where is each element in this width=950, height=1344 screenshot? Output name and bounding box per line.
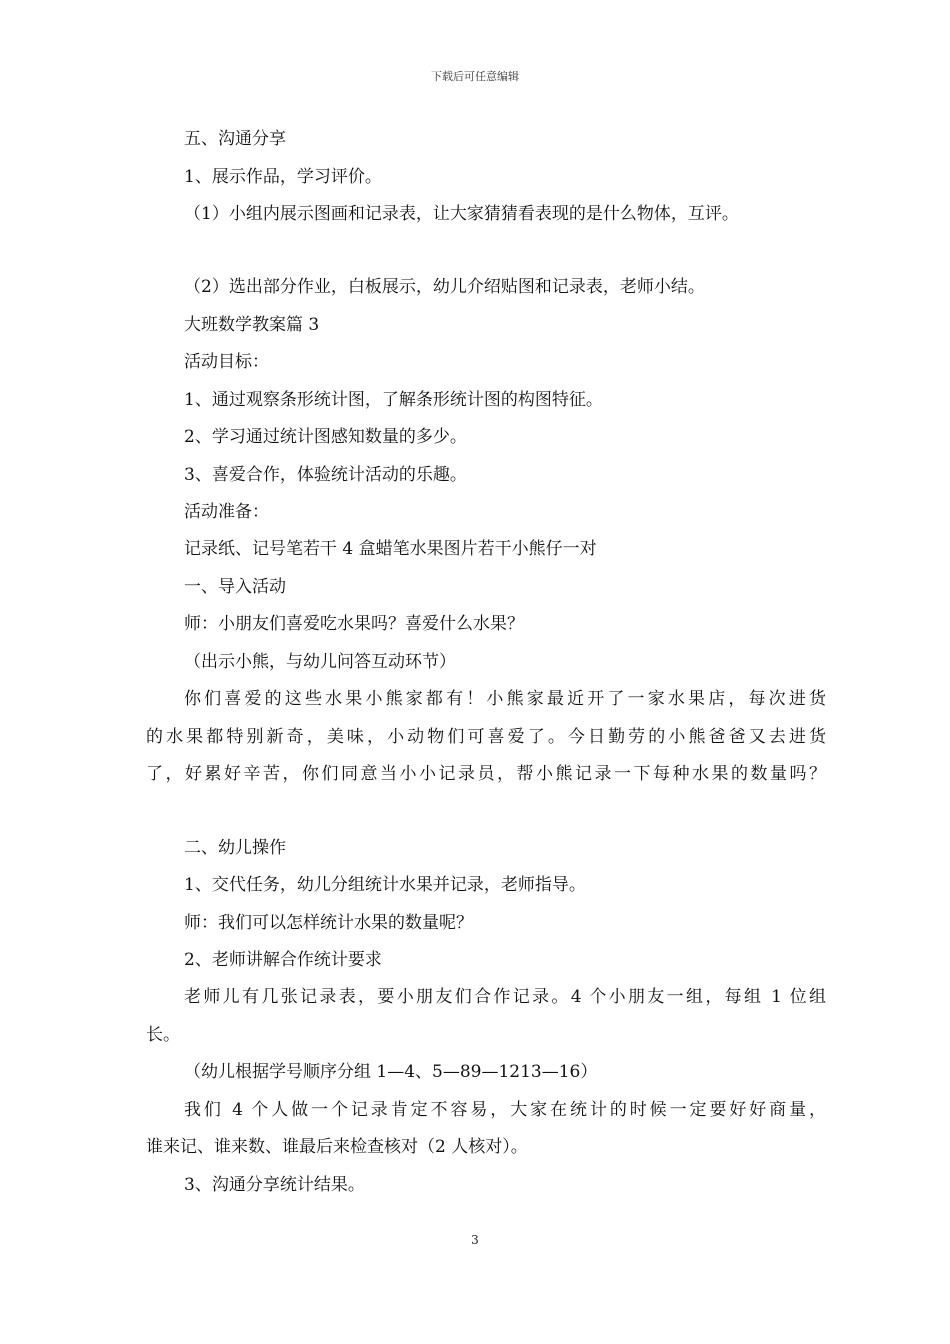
paragraph-line: 师：小朋友们喜爱吃水果吗？喜爱什么水果？ [184,614,524,634]
section-heading-share: 五、沟通分享 [184,129,286,149]
section-heading-intro: 一、导入活动 [184,577,286,597]
paragraph-line: （出示小熊，与幼儿问答互动环节） [184,652,456,672]
page-number: 3 [471,1233,479,1247]
page-header: 下载后可任意编辑 [431,70,519,83]
section-heading-operation: 二、幼儿操作 [184,838,286,858]
subheading-preparation: 活动准备： [184,502,269,522]
subheading-goals: 活动目标： [184,352,269,372]
paragraph-line: 3、沟通分享统计结果。 [184,1175,365,1195]
paragraph-line: 记录纸、记号笔若干 4 盒蜡笔水果图片若干小熊仔一对 [184,539,597,559]
paragraph-line: （2）选出部分作业，白板展示，幼儿介绍贴图和记录表，老师小结。 [184,277,705,297]
paragraph-line: 1、交代任务，幼儿分组统计水果并记录，老师指导。 [184,875,586,895]
paragraph-line: 2、老师讲解合作统计要求 [184,950,382,970]
paragraph-line: 师：我们可以怎样统计水果的数量呢？ [184,913,473,933]
paragraph-line: 你们喜爱的这些水果小熊家都有！小熊家最近开了一家水果店，每次进货 [184,689,826,709]
paragraph-line: 谁来记、谁来数、谁最后来检查核对（2 人核对）。 [146,1137,528,1157]
paragraph-line: 2、学习通过统计图感知数量的多少。 [184,427,467,447]
paragraph-line: 1、通过观察条形统计图，了解条形统计图的构图特征。 [184,390,603,410]
paragraph-line: 长。 [146,1025,180,1045]
paragraph-line: 3、喜爱合作，体验统计活动的乐趣。 [184,465,467,485]
paragraph-line: 的水果都特别新奇，美味，小动物们可喜爱了。今日勤劳的小熊爸爸又去进货 [146,727,826,747]
paragraph-line: （幼儿根据学号顺序分组 1—4、5—89—1213—16） [184,1062,598,1082]
paragraph-line: （1）小组内展示图画和记录表，让大家猜猜看表现的是什么物体，互评。 [184,204,739,224]
paragraph-line: 了，好累好辛苦，你们同意当小小记录员，帮小熊记录一下每种水果的数量吗？ [146,764,826,784]
paragraph-line: 我们 4 个人做一个记录肯定不容易，大家在统计的时候一定要好好商量， [184,1100,826,1120]
paragraph-line: 老师儿有几张记录表，要小朋友们合作记录。4 个小朋友一组，每组 1 位组 [184,987,826,1007]
lesson-title: 大班数学教案篇 3 [184,315,320,335]
paragraph-line: 1、展示作品，学习评价。 [184,167,382,187]
